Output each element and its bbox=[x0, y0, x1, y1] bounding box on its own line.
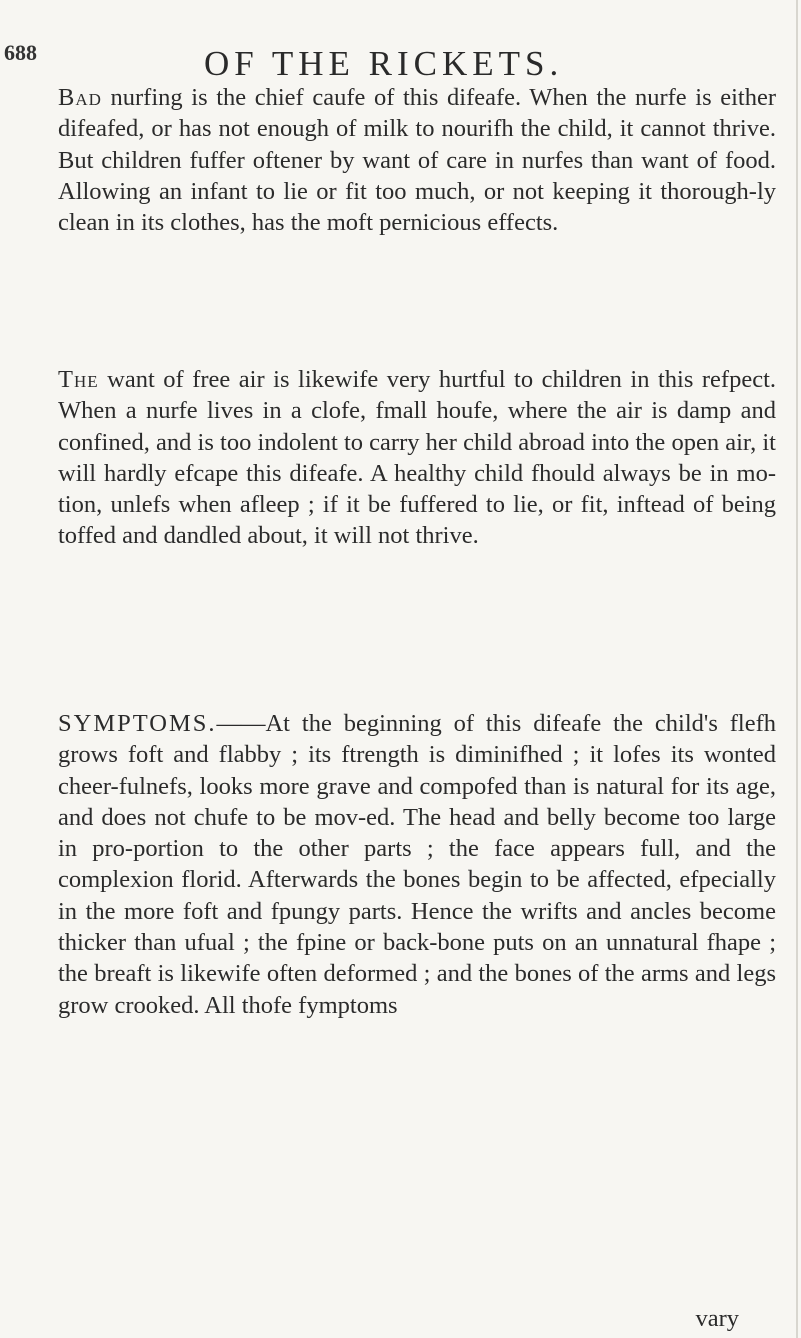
paragraph-lead-word: The bbox=[58, 366, 99, 393]
paragraph-lead-word: Bad bbox=[58, 84, 102, 111]
page-number: 688 bbox=[4, 40, 37, 65]
paragraph-body: nurfing is the chief caufe of this difeafe. When the nurfe is either difeafed, or has not enough of milk to nourifh the child, it cannot thrive. But children fuffer oftener by want of care in nurfes than want of food. Allowing an infant to lie or fit too much, or not keeping it thorough-ly clean in its clothes, has the moft pernicious effects. bbox=[58, 84, 776, 237]
paragraph-body: want of free air is likewife very hurtful to children in this refpect. When a nurfe lives in a clofe, fmall houfe, where the air is damp and confined, and is too indolent to carry her child abroad into the open air, it will hardly efcape this difeafe. A healthy child fhould always be in mo-tion, unlefs when afleep ; if it be fuffered to lie, or fit, inftead of being toffed and dandled about, it will not thrive. bbox=[58, 366, 776, 550]
paragraph-symptoms bbox=[58, 708, 776, 1021]
symptoms-heading: SYMPTOMS. bbox=[58, 710, 217, 737]
page-edge-line bbox=[796, 0, 798, 1338]
paragraph-free-air bbox=[58, 364, 776, 552]
paragraph-bad-nursing bbox=[58, 82, 776, 238]
catchword: vary bbox=[695, 1305, 739, 1332]
paragraph-body: ——At the beginning of this difeafe the child's flefh grows foft and flabby ; its ftrength is diminifhed ; it lofes its wonted cheer-fulnefs, looks more grave and compofed than is natural for its age, and does not chufe to be mov-ed. The head and belly become too large in pro-portion to the other parts ; the face appears full, and the complexion florid. Afterwards the bones begin to be affected, efpecially in the more foft and fpungy parts. Hence the wrifts and ancles become thicker than ufual ; the fpine or back-bone puts on an unnatural fhape ; the breaft is likewife often deformed ; and the bones of the arms and legs grow crooked. All thofe fymptoms bbox=[58, 710, 776, 1019]
running-head: OF THE RICKETS. bbox=[204, 44, 564, 83]
